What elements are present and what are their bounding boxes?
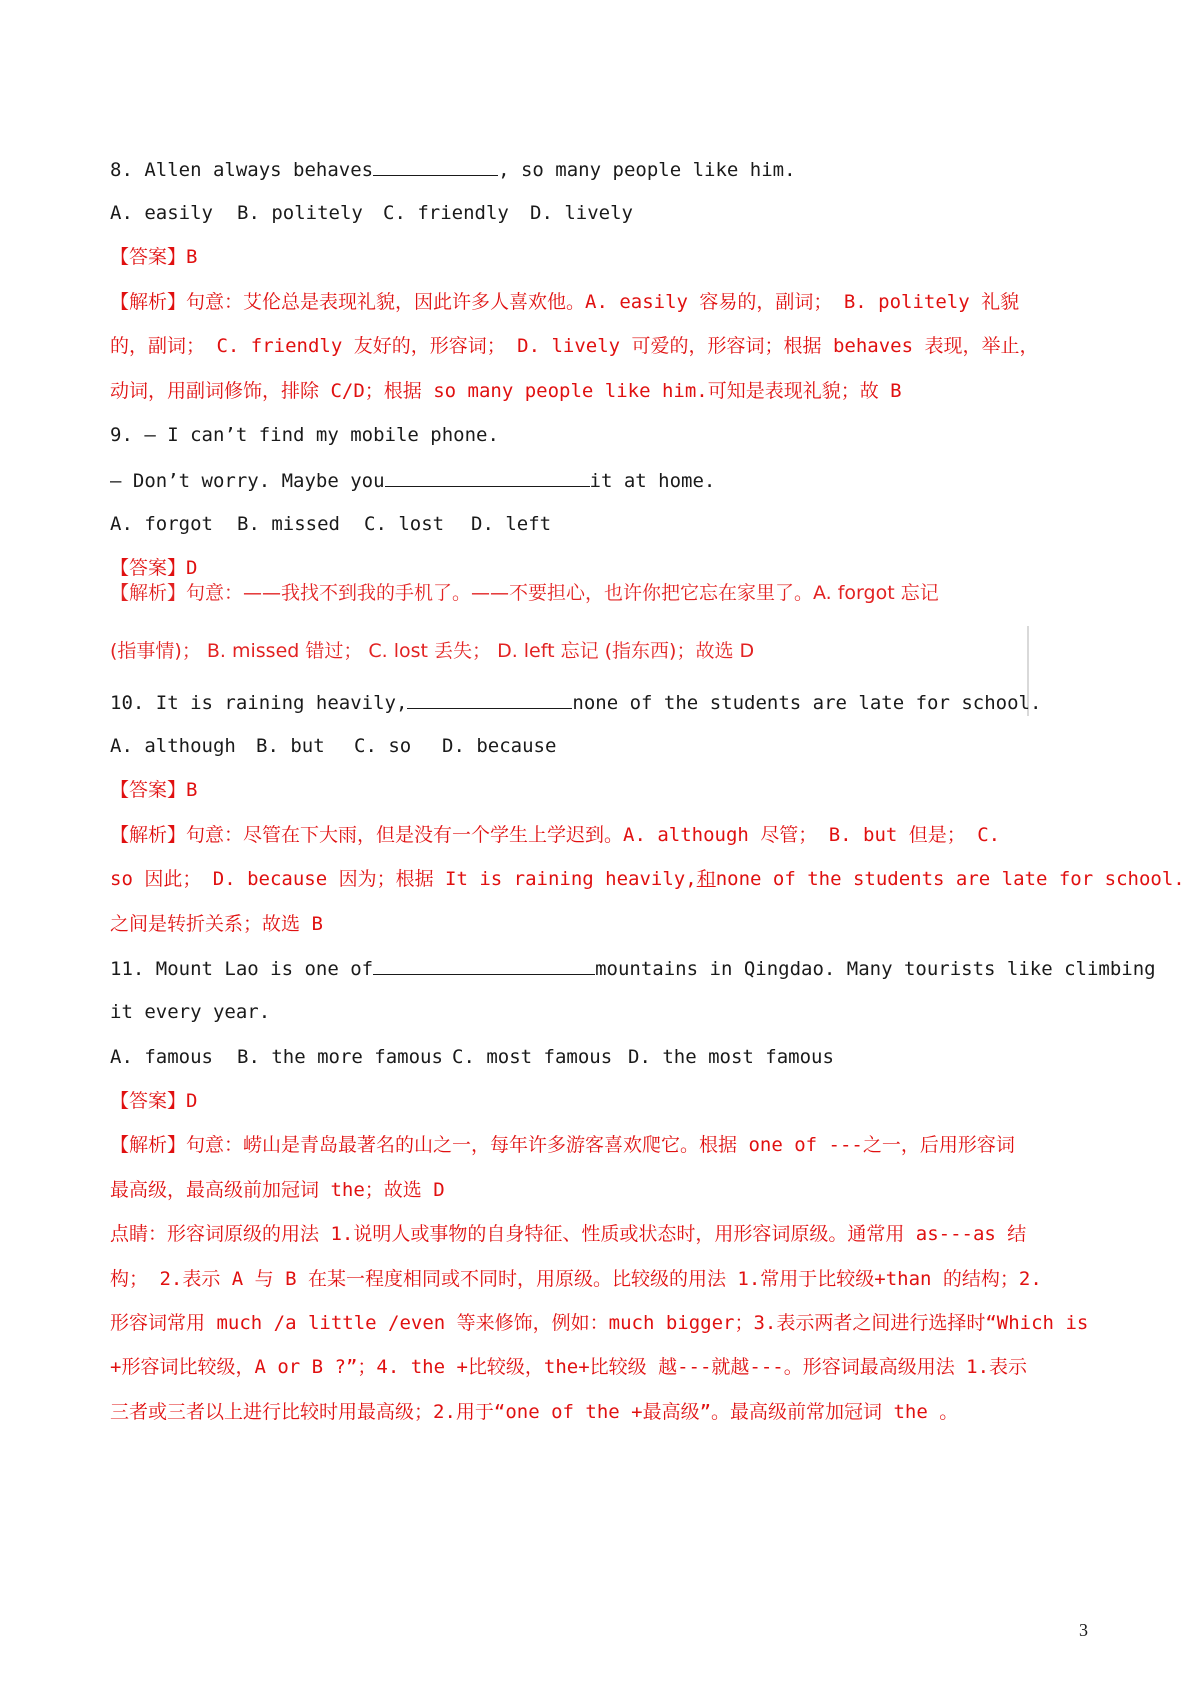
q11-option-a: A. famous bbox=[110, 1046, 213, 1068]
q10-blank bbox=[407, 688, 572, 709]
q11-option-c: C. most famous bbox=[452, 1046, 613, 1068]
q10-analysis-line: 【解析】句意：尽管在下大雨，但是没有一个学生上学迟到。A. although 尽管； B. but 但是； C. bbox=[110, 824, 1001, 846]
q9-analysis-line: (指事情)； B. missed 错过； C. lost 丢失； D. left 忘记 (指东西)；故选 D bbox=[110, 640, 755, 662]
q11-options bbox=[110, 1043, 1100, 1071]
q11-option-b: B. the more famous bbox=[237, 1046, 443, 1068]
q11-answer: 【答案】D bbox=[110, 1090, 198, 1112]
q10-stem bbox=[110, 688, 1100, 716]
q8-stem-text: 8. Allen always behaves bbox=[110, 159, 374, 181]
q10-option-d: D. because bbox=[442, 735, 557, 757]
q11-tip-line: +形容词比较级，A or B ?”；4. the +比较级，the+比较级 越---就越---。形容词最高级用法 1.表示 bbox=[110, 1356, 1028, 1378]
q11-stem bbox=[110, 954, 1156, 982]
q9-answer: 【答案】D bbox=[110, 557, 198, 579]
q11-tip-line: 构； 2.表示 A 与 B 在某一程度相同或不同时，用原级。比较级的用法 1.常用于比较级+than 的结构；2. bbox=[110, 1268, 1042, 1290]
q11-analysis-line: 最高级，最高级前加冠词 the；故选 D bbox=[110, 1179, 445, 1201]
q8-blank bbox=[373, 155, 498, 176]
q8-analysis-line: 动词，用副词修饰，排除 C/D；根据 so many people like him.可知是表现礼貌；故 B bbox=[110, 380, 902, 402]
q11-stem-line2: it every year. bbox=[110, 1001, 271, 1023]
q8-analysis-line: 的，副词； C. friendly 友好的，形容词； D. lively 可爱的，形容词；根据 behaves 表现，举止， bbox=[110, 335, 1039, 357]
q9-option-b: B. missed bbox=[237, 513, 340, 535]
q9-option-d: D. left bbox=[471, 513, 552, 535]
q8-options bbox=[110, 199, 1100, 227]
q10-option-c: C. so bbox=[354, 735, 412, 757]
q11-option-d: D. the most famous bbox=[628, 1046, 834, 1068]
q8-option-b: B. politely bbox=[237, 202, 363, 224]
q9-reply-text: — Don’t worry. Maybe you bbox=[110, 470, 385, 492]
q10-answer: 【答案】B bbox=[110, 779, 198, 801]
q10-analysis-line: 之间是转折关系；故选 B bbox=[110, 913, 323, 935]
q10-stem-text-after: none of the students are late for school. bbox=[572, 692, 1042, 714]
q8-analysis-line: 【解析】句意：艾伦总是表现礼貌，因此许多人喜欢他。A. easily 容易的，副词； B. politely 礼貌 bbox=[110, 291, 1020, 313]
q9-reply-text-after: it at home. bbox=[589, 470, 716, 492]
q8-stem bbox=[110, 155, 1100, 183]
q10-option-a: A. although bbox=[110, 735, 236, 757]
q10-analysis-line bbox=[110, 865, 1185, 893]
q8-option-c: C. friendly bbox=[383, 202, 509, 224]
q9-options bbox=[110, 510, 1100, 538]
q11-tip-line: 三者或三者以上进行比较时用最高级；2.用于“one of the +最高级”。最高级前常加冠词 the 。 bbox=[110, 1401, 959, 1423]
q11-tip-line: 形容词常用 much /a little /even 等来修饰，例如：much bigger；3.表示两者之间进行选择时“Which is bbox=[110, 1312, 1089, 1334]
q11-blank bbox=[373, 954, 595, 975]
q9-option-a: A. forgot bbox=[110, 513, 213, 535]
q11-stem-text: 11. Mount Lao is one of bbox=[110, 958, 374, 980]
q11-tip-line: 点睛：形容词原级的用法 1.说明人或事物的自身特征、性质或状态时，用形容词原级。通常用 as---as 结 bbox=[110, 1223, 1027, 1245]
q9-stem: 9. — I can’t find my mobile phone. bbox=[110, 424, 499, 446]
q8-answer: 【答案】B bbox=[110, 246, 198, 268]
q10-analysis-text-after: none of the students are late for school. bbox=[715, 868, 1185, 890]
q9-option-c: C. lost bbox=[364, 513, 445, 535]
q10-option-b: B. but bbox=[256, 735, 325, 757]
q11-stem-text-after: mountains in Qingdao. Many tourists like climbing bbox=[595, 958, 1156, 980]
q9-analysis-line: 【解析】句意：——我找不到我的手机了。——不要担心，也许你把它忘在家里了。A. forgot 忘记 bbox=[110, 582, 939, 604]
q10-stem-text: 10. It is raining heavily, bbox=[110, 692, 408, 714]
q9-reply bbox=[110, 466, 1100, 494]
q11-analysis-line: 【解析】句意：崂山是青岛最著名的山之一，每年许多游客喜欢爬它。根据 one of ---之一，后用形容词 bbox=[110, 1134, 1015, 1156]
q8-stem-text-after: , so many people like him. bbox=[498, 159, 796, 181]
q10-options bbox=[110, 732, 1100, 760]
q9-blank bbox=[385, 466, 590, 487]
q8-option-d: D. lively bbox=[530, 202, 633, 224]
q8-option-a: A. easily bbox=[110, 202, 213, 224]
q10-analysis-conj: 和 bbox=[696, 868, 716, 890]
page-number: 3 bbox=[1079, 1620, 1088, 1640]
q10-analysis-text: so 因此； D. because 因为；根据 It is raining heavily, bbox=[110, 868, 697, 890]
